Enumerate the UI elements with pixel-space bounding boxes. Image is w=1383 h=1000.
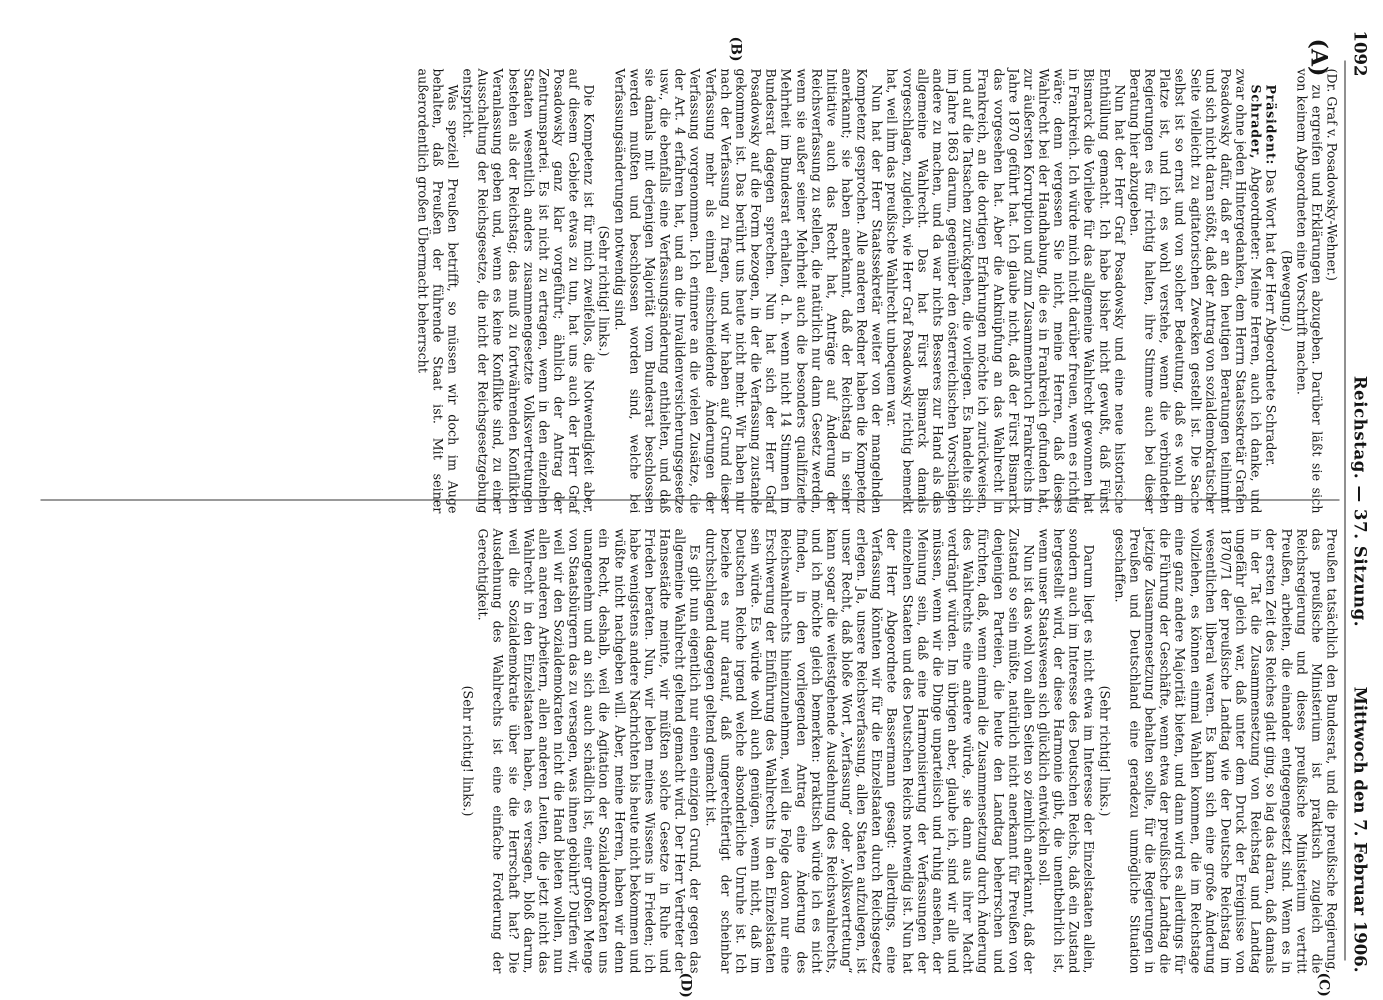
paragraph: Es gibt nun eigentlich nur einen einzigen Grund, der gegen das allgemeine Wahlrecht geltend gemacht wird. Der Herr Vertreter der Hansestädte meinte, wir müßten solche Gesetze in Ruhe und Frieden beraten. Nun, wir leben meines Wissens in Frieden; ich habe wenigstens andere Nachrichten bis heute nicht bekommen und wüßte nicht nachgeben will. Aber, meine Herren, haben wir denn ein Recht, deshalb, weil die Agitation der Sozialdemokraten uns unangenehm und an sich auch schädlich ist, einer großen Menge von Staatsbürgern das zu versagen, was ihnen gebührt? Dürfen wir, weil wir den Sozialdemokraten nicht die Hand bieten wollen, nun allen anderen Arbeitern, allen anderen Leuten, die jetzt nicht das Wahlrecht in den Einzelstaaten haben, es versagen, bloß darum, weil die Sozialdemokratie über sie die Herrschaft hat? Die Ausdehnung des Wahlrechts ist eine einfache Forderung der Gerechtigkeit. bbox=[475, 528, 703, 973]
paragraph: Darum liegt es nicht etwa im Interesse der Einzelstaaten allein, sondern auch im Interesse des Deutschen Reichs, daß ein Zustand hergestellt wird, der diese Harmonie gibt, die unentbehrlich ist, wenn unser Staatswesen sich glücklich entwickeln soll. bbox=[1036, 528, 1097, 973]
interjection: (Bewegung.) bbox=[1278, 249, 1294, 332]
session-title: Reichstag. — 37. Sitzung. bbox=[1350, 375, 1369, 627]
paragraph: Was speziell Preußen betrifft, so müssen wir doch im Auge behalten, daß Preußen der führende Staat ist. Mit seiner außerordentlich großen Übermacht beherrscht bbox=[414, 68, 460, 513]
left-column bbox=[414, 68, 1339, 513]
page-number: 1092 bbox=[1350, 30, 1369, 76]
paragraph: Nun ist das wohl von allen Seiten so ziemlich anerkannt, daß der Zustand so sein müßte, natürlich nicht anerkannt für Preußen von denjenigen Parteien, die heute den Landtag beherrschen und fürchten, daß, wenn einmal die Zusammensetzung durch Änderung des Wahlrechts eine andere würde, sie dann aus ihrer Macht verdrängt würden. Im übrigen aber, glaube ich, sind wir alle und müssen, wenn wir die Dinge unparteiisch und ruhig ansehen, der Meinung sein, daß eine Harmonisierung der Verfassungen der einzelnen Staaten und des Deutschen Reichs notwendig ist. Nun hat der Herr Abgeordnete Bassermann gesagt: allerdings, eine Verfassung könnten wir für die Einzelstaaten durch Reichsgesetz erlegen. Ja, unsere Reichsverfassung, allen Staaten aufzulegen, ist unser Recht, daß bloße Wort „Verfassung“ oder „Volksvertretung“ kann sogar die weitestgehende Ausdehnung des Reichswahlrechts, und ich möchte gleich bemerken: praktisch würde ich es nicht finden, in den vorliegenden Antrag eine Änderung des Reichswahlrechts hineinzunehmen, weil die Folge davon nur eine Erschwerung der Einführung des Wahlrechts in den Einzelstaaten sein würde. Es würde wohl auch genügen, wenn nicht, daß im Deutschen Reiche irgend welche absonderliche Unruhe ist. Ich beziehe es nur darauf, daß ungerechtfertigt der scheinbar durchschlagend dagegen geltend gemacht ist. bbox=[702, 528, 1036, 973]
header-rule bbox=[1344, 60, 1345, 960]
paragraph: Nun hat der Herr Staatssekretär weiter von der mangelnden Kompetenz gesprochen. Alle anderen Redner haben die Kompetenz anerkannt; sie haben anerkannt, daß der Reichstag in seiner Initiative auch das Recht hat, Anträge auf Änderung der Reichsverfassung zu stellen, die natürlich nur dann Gesetz werden, wenn sie außer seiner Mehrheit auch die besonders qualifizierte Mehrheit im Bundesrat erhalten, d. h. wenn nicht 14 Stimmen im Bundesrat dagegen sprechen. Nun hat sich der Herr Graf Posadowsky auf die Form bezogen, in der die Verfassung zustande gekommen ist. Das berührt uns heute nicht mehr. Wir haben nur nach der Verfassung zu fragen, und wir haben auf Grund dieser Verfassung mehr als einmal einschneidende Änderungen der Verfassung vorgenommen. Ich erinnere an die vielen Zusätze, die der Art. 4 erfahren hat, und an die Invalidenversicherungsgesetze usw., die ebenfalls eine Verfassungsänderung enthielten, und daß sie damals mit derjenigen Majorität vom Bundesrat beschlossen werden mußten und beschlossen worden sind, welche bei Verfassungsänderungen notwendig sind. bbox=[611, 68, 885, 513]
interjection: (Sehr richtig! links.) bbox=[460, 685, 476, 816]
margin-mark-c: (C) bbox=[1315, 972, 1331, 997]
session-date: Mittwoch den 7. Februar 1906. bbox=[1350, 686, 1369, 972]
speaker-name: Schrader, bbox=[1248, 84, 1264, 159]
speaker-paragraph bbox=[1127, 68, 1263, 513]
paragraph: (Dr. Graf v. Posadowsky-Wehner.) bbox=[1324, 68, 1339, 281]
speech-text: Das Wort hat der Herr Abgeordnete Schrader. bbox=[1263, 168, 1279, 467]
paragraph: Preußen tatsächlich den Bundesrat, und die preußische Regierung, das preußische Ministerium ist praktisch zugleich die Reichsregierung und dieses preußische Ministerium vertritt Preußen, arbeiten, die einander entgegengesetzt sind. Wenn es in der ersten Zeit des Reiches glatt ging, so lag das daran, daß damals in der Tat die Zusammensetzung von Reichstag und Landtag ungefähr gleich war, daß unter dem Druck der Ereignisse von 1870/71 der preußische Landtag wie der Deutsche Reichstag im wesentlichen liberal waren. Es kann sich eine große Änderung vollziehen, es können einmal Wahlen kommen, die im Reichstage eine ganz andere Majorität bieten, und dann wird es allerdings für die Führung der Geschäfte, wenn etwa der preußische Landtag die jetzige Zusammensetzung behalten sollte, für die Regierungen in Preußen und Deutschland eine geradezu unmögliche Situation geschaffen. bbox=[1111, 528, 1339, 973]
margin-mark-b: (B) bbox=[727, 36, 743, 62]
right-column bbox=[460, 528, 1339, 973]
margin-mark-d: (D) bbox=[677, 972, 693, 998]
margin-mark-a: (A) bbox=[1305, 38, 1331, 76]
paragraph: Die Kompetenz ist für mich zweifellos, die Notwendigkeit aber, auf diesem Gebiete etwas zu tun, hat uns auch der Herr Graf Posadowsky ganz klar vorgeführt; ähnlich der Antrag der Zentrumspartei. Es ist nicht zu ertragen, wenn in den einzelnen Staaten wesentlich anders zusammengesetzte Volksvertretungen bestehen als der Reichstag; das muß zu fortwährenden Konflikten Veranlassung geben und, wenn es keine Konflikte sind, zu einer Ausschaltung der Reichsgesetze, die nicht der Reichsgesetzgebung entspricht. bbox=[460, 68, 597, 513]
speaker-name: Präsident: bbox=[1263, 84, 1279, 165]
speaker-paragraph bbox=[1263, 68, 1278, 513]
interjection: (Sehr richtig! links.) bbox=[1096, 685, 1112, 816]
column-divider bbox=[40, 499, 1339, 500]
paragraph: Nun hat der Herr Graf Posadowsky und eine neue historische Enthüllung gemacht. Ich habe bisher nicht gewußt, daß Fürst Bismarck die Vorliebe für das allgemeine Wahlrecht gewonnen hat in Frankreich. Ich würde mich nicht darüber freuen, wenn es richtig wäre; denn vergessen Sie nicht, meine Herren, daß dieses Wahlrecht bei der Handhabung, die es in Frankreich gefunden hat, zur äußersten Korruption und zum Zusammenbruch Frankreichs im Jahre 1870 geführt hat. Ich glaube nicht, daß der Fürst Bismarck das vorgesehen hat. Aber die Anknüpfung an das Wahlrecht in Frankreich, an die dortigen Erfahrungen möchte ich zurückweisen, und auf die Tatsachen zurückgehen, die vorliegen. Es handelte sich im Jahre 1863 darum, gegenüber den österreichischen Vorschlägen andere zu machen, und da war nichts Besseres zur Hand als das allgemeine Wahlrecht. Das hat Fürst Bismarck damals vorgeschlagen, zugleich, wie Herr Graf Posadowsky richtig bemerkt hat, weil ihm das preußische Wahlrecht unbequem war. bbox=[884, 68, 1127, 513]
paragraph: zu ergreifen und Erklärungen abzugeben. Darüber läßt sie sich von keinem Abgeordneten eine Vorschrift machen. bbox=[1293, 68, 1324, 513]
speech-text: Abgeordneter: Meine Herren, auch ich danke, und zwar ohne jeden Hintergedanken, dem Herrn Staatssekretär Grafen Posadowsky dafür, daß er an den heutigen Beratungen teilnimmt und sich nicht daran stößt, daß der Antrag von sozialdemokratischer Seite vielleicht zu agitatorischen Zwecken gestellt ist. Die Sache selbst ist so ernst und von solcher Bedeutung, daß es wohl am Platze ist, und ich es wohl verstehe, wenn die verbündeten Regierungen es für richtig halten, ihre Stimme auch bei dieser Beratung hier abzugeben. bbox=[1126, 68, 1264, 513]
page-header bbox=[1347, 30, 1369, 972]
interjection: (Sehr richtig! links.) bbox=[596, 225, 612, 356]
